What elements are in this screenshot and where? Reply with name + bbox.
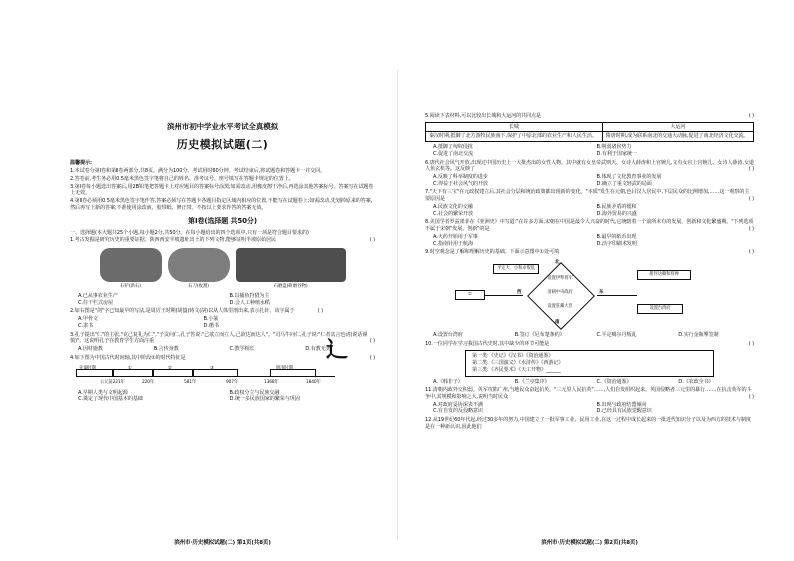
question-1-options (78, 293, 375, 306)
answer-bracket: ( ) (748, 196, 754, 203)
book-list-line: 第一类:《史记》《汉书》《资治通鉴》 (472, 353, 554, 360)
answer-bracket: ( ) (748, 249, 754, 256)
option: B.削弱诸侯势力 (596, 144, 632, 151)
question-4-text: 4.如下图为中国古代时间轴,其中阶段②的时代特征是 (70, 354, 186, 361)
option: A.已从事农业生产 (78, 293, 118, 300)
timeline-segment (112, 369, 154, 377)
table-header: 大运河 (602, 122, 753, 132)
question-7-options (433, 204, 754, 217)
timeline-year: 907年 (226, 379, 239, 385)
timeline-period: ① (128, 365, 132, 371)
answer-bracket: ( ) (317, 308, 323, 315)
stone-knife-image (168, 248, 230, 282)
option: D.确立了重文轻武的局面 (596, 180, 652, 187)
option: B.以捕鱼狩猎为主 (229, 293, 270, 300)
option: A.抵御了匈奴侵扰 (433, 144, 473, 151)
answer-bracket: ( ) (748, 113, 754, 119)
answer-bracket: ( ) (748, 340, 754, 347)
option: B.《兰亭集序》 (514, 378, 550, 385)
question-8-options (433, 234, 754, 247)
table-cell: 隋唐时期,成为联系南北的交通大动脉,促进了南北经济文化交流。 (602, 132, 753, 142)
table-row (426, 132, 754, 142)
option: C.平定噶尔丹叛乱 (596, 331, 637, 338)
notice-item: 4.第Ⅱ卷必须用0.5毫米黑色签字笔作答,答案必须写在答题卡各题目指定区域内相应的位置,不能写在试题卷上;如需改动,先划掉原来的答案,然后再写上新的答案;不准使用涂改液、胶带纸、修正带。不按以上要求作答的答案无效。 (70, 198, 373, 211)
west-label: 西 (517, 289, 522, 295)
timeline-segment (192, 369, 238, 377)
question-5-options (433, 144, 754, 157)
question-10-text: 10.一位同学在学习我国古代史时,其中缺少的环节可能是 (425, 340, 550, 347)
diagram-center-top: 设置伊犁将军 (547, 275, 573, 281)
timeline-period: 明清时期 (276, 365, 293, 371)
book-list-line: 第三类:《齐民要术》《天工开物》______ (472, 366, 561, 373)
timeline-period: 先秦时期 (79, 365, 96, 371)
artifact-captions (70, 284, 375, 290)
page-two (397, 0, 794, 561)
option: B.言传身教 (153, 346, 179, 353)
notice-item: 1.本试卷分第Ⅰ卷和第Ⅱ卷两部分,共8页。满分为100分。考试用时60分钟。考试结束后,将试题卷和答题卡一并交回。 (70, 168, 326, 175)
question-6-text: 6.唐代社会风气开放,出现过中国历史上一大批杰出的女性人物。其中就有女皇帝武则天、女诗人薛涛和上官婉儿,文有女官上官婉儿、女诗人薛涛,女道人鱼玄机等。这反映了 (425, 159, 754, 173)
option: C.教学相长 (229, 346, 255, 353)
comparison-table (425, 122, 754, 142)
option: C.指南针用于航海 (433, 240, 473, 247)
timeline-year: 1368年 (264, 379, 279, 385)
option: C.《资治通鉴》 (596, 378, 632, 385)
diagram-box-right: 册封达赖和班禅 (637, 270, 691, 280)
option: A.因材施教 (78, 346, 103, 353)
question-10-options (433, 379, 754, 386)
grinding-stone-image (236, 248, 346, 282)
option: B.政权分立与民族交融 (229, 389, 280, 396)
table-header: 长城 (426, 122, 603, 132)
option: C.隶书 (78, 322, 93, 329)
stone-shovel-image (100, 248, 162, 282)
option: A.《韩非子》 (433, 378, 463, 385)
question-7 (425, 189, 754, 202)
table-header-row (426, 122, 754, 132)
book-list-line: 第二类:《三国演义》《水浒传》《西游记》 (472, 360, 564, 367)
timeline-year: 220年 (142, 379, 155, 385)
question-1 (70, 237, 375, 244)
artifact-caption: 石磨盘(研磨谷物) (273, 284, 308, 290)
question-8 (425, 219, 754, 232)
option: C.得益于社会风气的开放 (433, 180, 488, 187)
option: B.最早的纸币出现 (596, 233, 637, 240)
option: A.火药开始用于军事 (433, 233, 478, 240)
option: A.设置台湾府 (433, 331, 463, 338)
question-6 (425, 160, 754, 173)
question-11-options (433, 402, 754, 415)
option: D.统一多民族国家的繁荣与巩固 (229, 396, 300, 403)
timeline-period: ③ (210, 365, 214, 371)
east-label: 东 (599, 289, 604, 295)
timeline-segment (152, 369, 194, 377)
option: B.民族矛盾的缓和 (596, 203, 637, 210)
option: B.签订《尼布楚条约》 (514, 331, 565, 338)
question-8-text: 8.美国学者罗兹墨菲在《亚洲史》中写道:"在许多方面,宋朝在中国是最令人兴奋的时代,它统辖着一个前所未有的发展、创新和文化繁盛期。"下列选项不属于宋朝"发展、创新"的是 (425, 219, 754, 233)
answer-bracket: ( ) (748, 393, 754, 400)
question-12-text: 12.从19世纪60年代起,经过30多年的努力,中国建立了一批军事工业、民用工业,在这一过程中成长起来的一批近代知识分子以及为西方的技术与制度是在一种新认识,因此他们 (425, 417, 751, 430)
question-4-options (78, 390, 375, 403)
answer-bracket: ( ) (369, 354, 375, 361)
answer-bracket: ( ) (369, 237, 375, 244)
question-9-options (433, 332, 754, 339)
option: B.小篆 (203, 316, 219, 323)
option: C.有自发的反侵略意识 (433, 408, 483, 415)
answer-bracket: ( ) (748, 226, 754, 233)
option: D.海外贸易的兴盛 (596, 210, 637, 217)
answer-bracket: ( ) (369, 338, 375, 345)
diagram-box-bottom: 设置台湾府 (637, 304, 683, 314)
option: D.实行金瓶掣签制 (678, 331, 719, 338)
question-9-text: 9.时空观念是了解和理解历史的基础。下面示意图中①处可填 (425, 249, 559, 256)
exam-title: 滨州市初中学业水平考试全真模拟 (167, 122, 278, 131)
diagram-center-mid: 清朝中央政府 (547, 289, 573, 295)
artifact-photos (70, 248, 375, 282)
question-5 (425, 113, 754, 120)
question-6-options (433, 174, 754, 187)
ancient-character-icon: ⻌ (326, 338, 348, 363)
option: A.对政府妥协深表不满 (433, 401, 483, 408)
question-2 (70, 308, 375, 315)
question-5-text: 5.阅读下表材料,可以比较出长城和大运河的共同点是 (425, 113, 542, 119)
timeline-year: 1840年 (306, 379, 321, 385)
question-9 (425, 249, 754, 256)
option: D.楷书 (203, 322, 219, 329)
option: D.有教无类 (305, 346, 331, 353)
option: B.体现了文化教育事业的发展 (596, 174, 662, 181)
question-7-text: 7."天下有三宝"在元政权建立后,其社会分层和统治政策都出现新的变化。"本质"发生在元朝,色目汉人居民中,下层民众的比例增加,……这一观察的主要原因是 (425, 189, 750, 203)
option: C.社会的繁荣开放 (433, 210, 473, 217)
part-one-title: 第Ⅰ卷(选择题 共50分) (188, 217, 257, 226)
artifact-caption: 石刀(收割) (188, 284, 209, 290)
notice-title: 温馨提示: (70, 160, 92, 167)
qing-border-diagram (425, 260, 754, 328)
answer-bracket: ( ) (748, 166, 754, 173)
diagram-box-top: 平定大、小和卓叛乱 (493, 264, 539, 274)
option: A.反映了科举制度的进步 (433, 174, 488, 181)
diagram-box-left: ① (455, 290, 485, 300)
option: C.促进了南北交流 (433, 150, 473, 157)
question-2-text: 2.如右图是"剑"字已知最早的写法,是周厉王时期(胡簋)铸文(胡)以从人体里剖出来,表示扎针。该字属于 (70, 308, 295, 315)
option: B.出现与政府结盟倾向 (596, 401, 647, 408)
timeline-year: 公元前221年 (100, 379, 125, 385)
option: C.住干栏式房屋 (78, 299, 113, 306)
notice-item: 3.第Ⅰ卷每小题选出答案后,用2B铅笔把答题卡上对应题目的答案标号涂黑;如需改动,用橡皮擦干净后,再选涂其他答案标号。答案写在试题卷上无效。 (70, 183, 374, 197)
question-10 (425, 341, 754, 348)
option: A.早期人类与文明起源 (78, 389, 128, 396)
timeline-period: ② (168, 365, 172, 371)
option: D.活字印刷术发明 (596, 240, 637, 247)
question-3-text: 3.孔子提出"仁"的主张,"克己复礼为仁","子贡问仁,孔子答说:"己欲立而立人,己欲达而达人"。"司马牛问仁,孔子说:"仁者其言也讱(说话谨慎)"。这说明孔子在教育学生方面注重 (70, 331, 368, 345)
south-label: 南 (555, 319, 560, 325)
question-11-text: 11.清朝内政外交积弱。英军攻陷广州,当地民众奋起抗英。"三元里人民抗英"……,人们自发组织起来。英国侵略者三元里的暴行……,在抗击英军的斗争中,其规模和影响之大,说明当时民众 (425, 387, 752, 400)
option: A.民族文化的交融 (433, 203, 473, 210)
option: D.已经具有民族觉醒意识 (596, 408, 652, 415)
option: D.《农政全书》 (678, 378, 714, 385)
section-instructions: 一、选择题(本大题共25个小题,每小题2分,共50分。在每小题给出的四个选项中,只有一项是符合题目要求的) (70, 229, 309, 236)
option: D.有利于国家统一 (596, 150, 637, 157)
table-cell: 秦汉时期,抵御了北方游牧民族南下,保护了中原北部的农业生产和人民生活。 (426, 132, 603, 142)
north-label: 北 (555, 259, 560, 265)
timeline-year: 581年 (184, 379, 197, 385)
book-list-box (465, 350, 714, 376)
question-2-options (78, 316, 323, 329)
artifact-caption: 石铲(新石) (120, 284, 141, 290)
page-footer: 滨州市·历史模拟试题(二) 第2页(共8页) (541, 539, 638, 546)
exam-subtitle: 历史模拟试题(二) (176, 137, 269, 151)
option: C.奠定了现代中国基本的基础 (78, 396, 143, 403)
option: A.甲骨文 (78, 316, 98, 323)
notice-item: 2.答卷前,考生务必用0.5毫米黑色签字笔将自己的姓名、准考证号、座号填写在答题卡规定的位置上。 (70, 175, 294, 182)
option: D.会人工种植水稻 (229, 299, 270, 306)
timeline (70, 366, 375, 388)
question-1-text: 1.考古发掘是研究历史的重要证据。陕西西安半坡遗址出土的下列文物,能够证明半坡原始居民 (70, 237, 276, 244)
question-11 (425, 387, 754, 400)
diagram-center-bottom: 设置驻藏大臣 (547, 303, 573, 309)
page-footer: 滨州市·历史模拟试题(二) 第1页(共8页) (174, 539, 271, 546)
question-12 (425, 417, 754, 430)
